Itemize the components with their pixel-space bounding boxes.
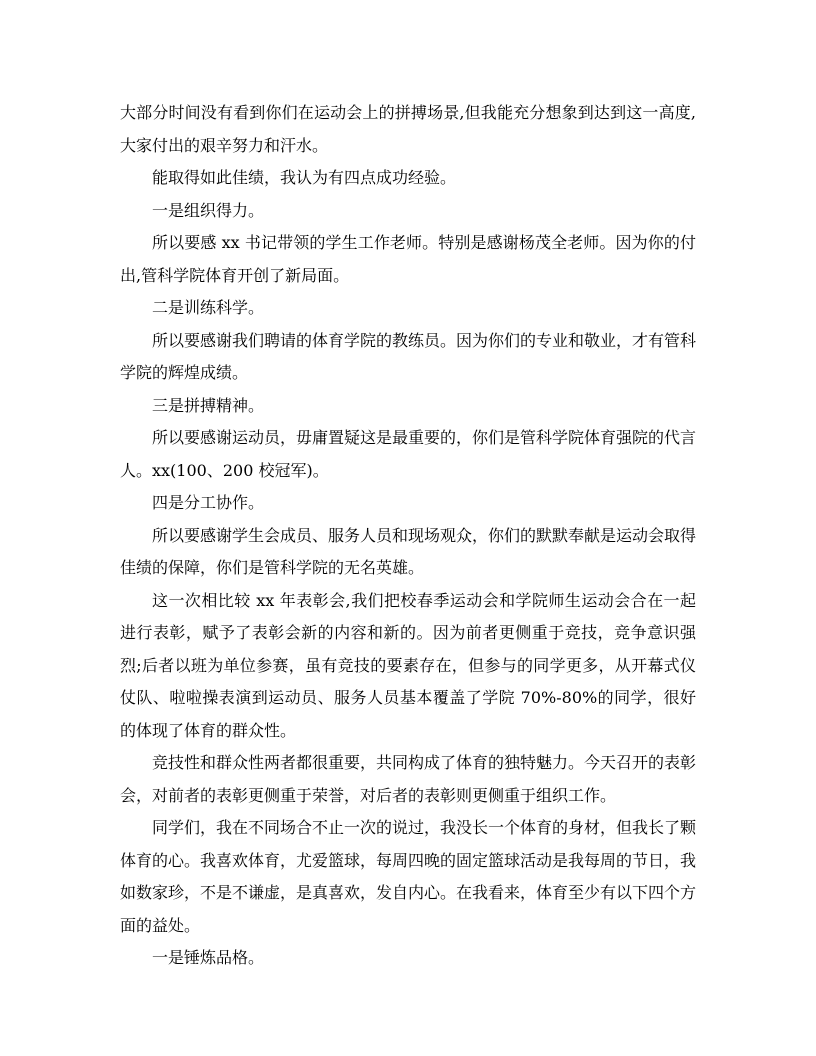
section-heading: 一是组织得力。	[152, 200, 265, 220]
section-heading: 三是拼搏精神。	[152, 395, 265, 415]
section-heading: 一是锤炼品格。	[152, 948, 265, 967]
paragraph: 竞技性和群众性两者都很重要，共同构成了体育的独特魅力。今天召开的表彰会，对前者的表彰更侧重于荣誉，对后者的表彰则更侧重于组织工作。	[120, 753, 697, 805]
document-body	[120, 97, 696, 975]
paragraph: 能取得如此佳绩，我认为有四点成功经验。	[152, 168, 457, 187]
section-heading: 四是分工协作。	[152, 493, 265, 512]
paragraph: 大部分时间没有看到你们在运动会上的拼搏场景,但我能充分想象到达到这一高度,大家付出的艰辛努力和汗水。	[120, 103, 696, 155]
paragraph: 同学们，我在不同场合不止一次的说过，我没长一个体育的身材，但我长了颗体育的心。我喜欢体育，尤爱篮球，每周四晚的固定篮球活动是我每周的节日，我如数家珍，不是不谦虚，是真喜欢，发自内心。在我看来，体育至少有以下四个方面的益处。	[120, 818, 697, 935]
paragraph: 所以要感谢学生会成员、服务人员和现场观众，你们的默默奉献是运动会取得佳绩的保障，你们是管科学院的无名英雄。	[120, 525, 697, 577]
paragraph: 所以要感 xx 书记带领的学生工作老师。特别是感谢杨茂全老师。因为你的付出,管科学院体育开创了新局面。	[120, 233, 696, 285]
section-heading: 二是训练科学。	[152, 298, 265, 317]
paragraph: 这一次相比较 xx 年表彰会,我们把校春季运动会和学院师生运动会合在一起进行表彰，赋予了表彰会新的内容和新的。因为前者更侧重于竞技，竞争意识强烈;后者以班为单位参赛，虽有竞技的要素存在，但参与的同学更多，从开幕式仪仗队、啦啦操表演到运动员、服务人员基本覆盖了学院 70%-80%的同学，很好的体现了体育的群众性。	[120, 590, 696, 740]
paragraph: 所以要感谢运动员，毋庸置疑这是最重要的，你们是管科学院体育强院的代言人。xx(100、200 校冠军)。	[120, 428, 697, 480]
paragraph: 所以要感谢我们聘请的体育学院的教练员。因为你们的专业和敬业，才有管科学院的辉煌成绩。	[120, 330, 697, 382]
